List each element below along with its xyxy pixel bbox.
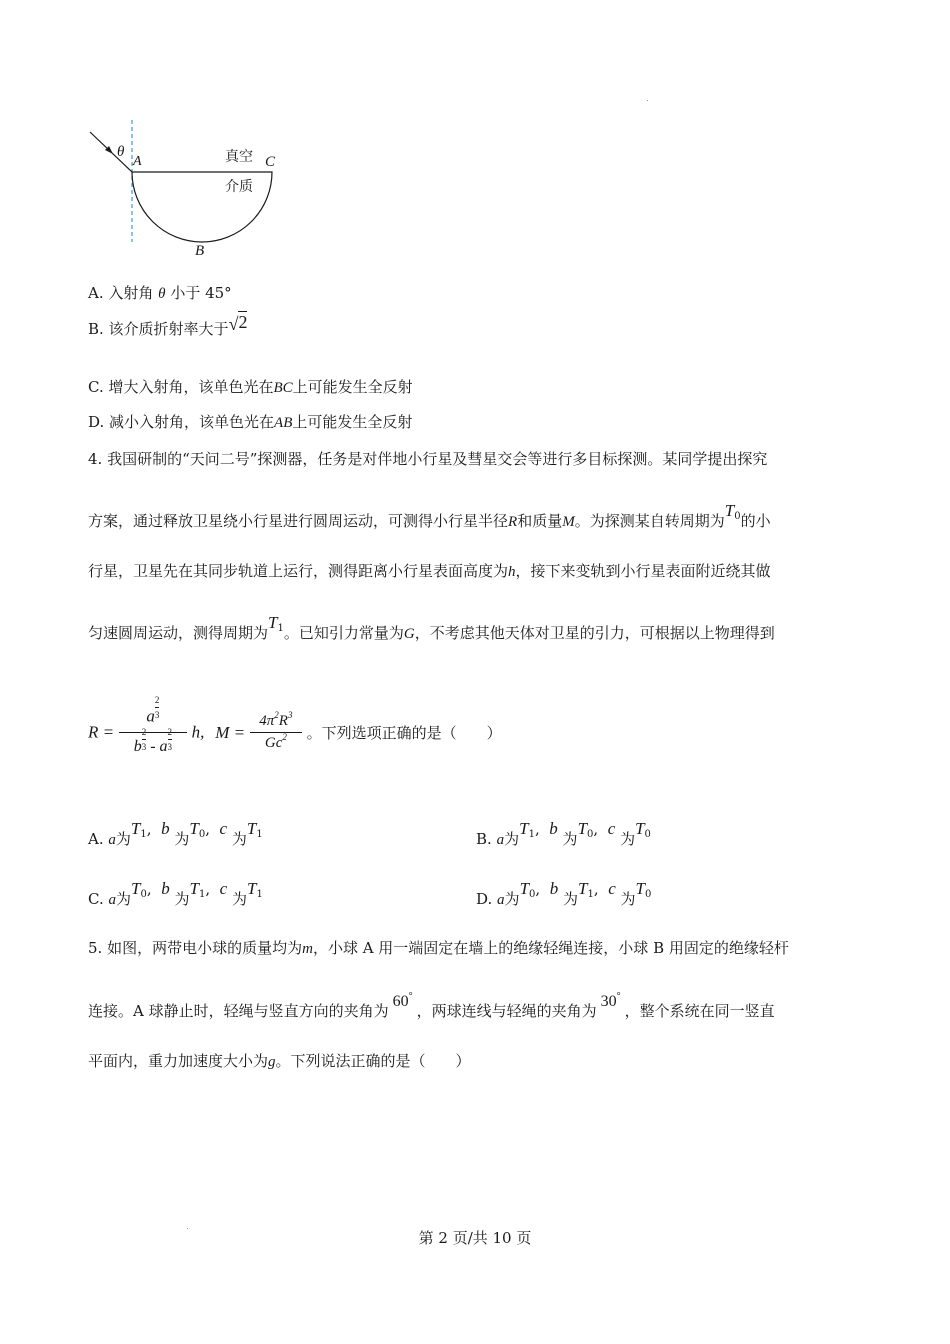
scan-dot xyxy=(647,100,648,101)
q4-line-4: 匀速圆周运动，测得周期为$T_1$。已知引力常量为G，不考虑其他天体对卫星的引力，可根据以上物理得到 xyxy=(88,613,775,642)
q4-option-d: D. a为$T_0$, b 为$T_1$, c 为$T_0$ xyxy=(476,879,652,908)
label-vacuum: 真空 xyxy=(225,149,253,165)
q4-option-a: A. a为$T_1$, b 为$T_0$, c 为$T_1$ xyxy=(88,819,263,848)
q4-line-3: 行星，卫星先在其同步轨道上运行，测得距离小行星表面高度为h，接下来变轨到小行星表面附近绕其做 xyxy=(88,562,771,580)
q4-formula: R = a $\frac{2}{3}$ b $\frac{2}{3}$ - a $\frac{2}{3}$ h, M = $\frac{4\pi^2R^3}{Gc^2}$ 。下列选项正确的是（ ） xyxy=(88,705,502,785)
q5-line-1: 5. 如图，两带电小球的质量均为m，小球 A 用一端固定在墙上的绝缘轻绳连接，小球 B 用固定的绝缘轻杆 xyxy=(88,939,789,957)
q3-option-a: A. 入射角 θ 小于 45° xyxy=(88,284,232,302)
q3-option-d: D. 减小入射角，该单色光在AB上可能发生全反射 xyxy=(88,413,413,431)
q3-option-b: B. 该介质折射率大于√2 xyxy=(88,312,248,338)
q3-option-c: C. 增大入射角，该单色光在BC上可能发生全反射 xyxy=(88,378,413,396)
q4-option-b: B. a为$T_1$, b 为$T_0$, c 为$T_0$ xyxy=(476,819,651,848)
M-fraction: $\frac{4\pi^2R^3}{Gc^2}$ xyxy=(250,713,302,752)
page-footer: 第 2 页/共 10 页 xyxy=(418,1229,532,1247)
R-fraction: a $\frac{2}{3}$ b $\frac{2}{3}$ - a $\frac{2}{3}$ xyxy=(119,705,187,760)
label-medium: 介质 xyxy=(225,179,253,195)
label-theta: θ xyxy=(117,144,125,160)
q4-line-2: 方案，通过释放卫星绕小行星进行圆周运动，可测得小行星半径R和质量M。为探测某自转周期为$T_0$的小 xyxy=(88,501,771,530)
label-C: C xyxy=(265,154,276,170)
semicircle-figure xyxy=(80,110,300,270)
q4-line-1: 4. 我国研制的“天问二号”探测器，任务是对伴地小行星及彗星交会等进行多目标探测。某同学提出探究 xyxy=(88,450,768,468)
q4-option-c: C. a为$T_0$, b 为$T_1$, c 为$T_1$ xyxy=(88,879,263,908)
label-A: A xyxy=(133,154,142,169)
q5-line-3: 平面内，重力加速度大小为g。下列说法正确的是（ ） xyxy=(88,1052,471,1070)
label-B: B xyxy=(195,243,205,259)
q5-line-2: 连接。A 球静止时，轻绳与竖直方向的夹角为60°，两球连线与轻绳的夹角为30°，整个系统在同一竖直 xyxy=(88,991,775,1020)
